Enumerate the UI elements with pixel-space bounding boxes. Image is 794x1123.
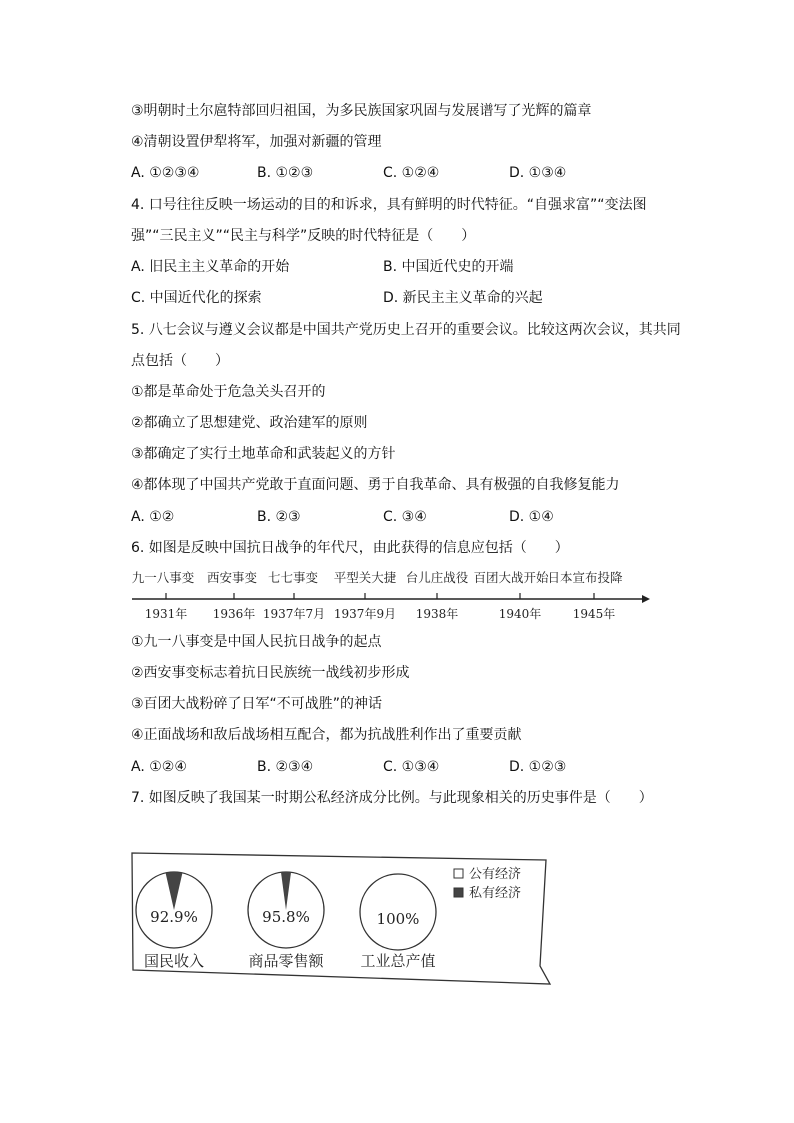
- timeline-year-label: 1940年: [498, 607, 542, 621]
- q3-option-d: D. ①③④: [509, 165, 567, 181]
- economy-pie-chart: [128, 848, 554, 988]
- pie-value-label: 100%: [376, 910, 420, 928]
- timeline-year-label: 1936年: [212, 607, 256, 621]
- timeline-event-label: 百团大战开始: [473, 570, 549, 585]
- timeline-event-label: 西安事变: [206, 570, 258, 585]
- q6-option-c: C. ①③④: [383, 759, 440, 775]
- timeline-arrow-icon: [642, 595, 650, 603]
- timeline-event-label: 九一八事变: [131, 570, 195, 585]
- q5-option-d: D. ①④: [509, 509, 554, 525]
- q6-option-d: D. ①②③: [509, 759, 567, 775]
- q6-option-a: A. ①②④: [131, 759, 187, 775]
- q3-option-b: B. ①②③: [257, 165, 314, 181]
- timeline-event-label: 日本宣布投降: [547, 570, 623, 585]
- q4-stem-line-2: 强”“三民主义”“民主与科学”反映的时代特征是（ ）: [131, 228, 476, 244]
- q5-stem-line-1: 5. 八七会议与遵义会议都是中国共产党历史上召开的重要会议。比较这两次会议，其共同: [131, 322, 681, 338]
- q4-option-b: B. 中国近代史的开端: [383, 259, 514, 275]
- q3-statement-4: ④清朝设置伊犁将军，加强对新疆的管理: [131, 134, 382, 150]
- pie-category-label: 商品零售额: [248, 952, 324, 970]
- legend-swatch-public: [454, 869, 463, 878]
- pie-category-label: 工业总产值: [360, 952, 436, 970]
- q5-stem-line-2: 点包括（ ）: [131, 353, 229, 369]
- q4-option-c: C. 中国近代化的探索: [131, 290, 262, 306]
- q5-statement-1: ①都是革命处于危急关头召开的: [131, 384, 326, 400]
- pie-value-label: 92.9%: [150, 908, 198, 926]
- q5-option-a: A. ①②: [131, 509, 175, 525]
- pie-category-label: 国民收入: [143, 952, 205, 970]
- war-timeline: [128, 562, 658, 630]
- q6-option-b: B. ②③④: [257, 759, 314, 775]
- timeline-year-label: 1937年9月: [333, 607, 397, 621]
- q5-statement-2: ②都确立了思想建党、政治建军的原则: [131, 415, 368, 431]
- q6-statement-4: ④正面战场和敌后战场相互配合，都为抗战胜利作出了重要贡献: [131, 727, 522, 743]
- q3-option-c: C. ①②④: [383, 165, 440, 181]
- legend-label-private: 私有经济: [469, 886, 522, 901]
- q4-option-d: D. 新民主主义革命的兴起: [383, 290, 543, 306]
- q4-stem-line-1: 4. 口号往往反映一场运动的目的和诉求，具有鲜明的时代特征。“自强求富”“变法图: [131, 197, 647, 213]
- q6-statement-1: ①九一八事变是中国人民抗日战争的起点: [131, 634, 382, 650]
- timeline-year-label: 1945年: [572, 607, 616, 621]
- q6-statement-3: ③百团大战粉碎了日军“不可战胜”的神话: [131, 696, 383, 712]
- q5-statement-3: ③都确定了实行土地革命和武装起义的方针: [131, 446, 396, 462]
- timeline-event-label: 平型关大捷: [333, 570, 397, 585]
- q7-stem: 7. 如图反映了我国某一时期公私经济成分比例。与此现象相关的历史事件是（ ）: [131, 790, 653, 806]
- pie-value-label: 95.8%: [262, 908, 310, 926]
- q5-statement-4: ④都体现了中国共产党敢于直面问题、勇于自我革命、具有极强的自我修复能力: [131, 477, 620, 493]
- timeline-year-label: 1937年7月: [262, 607, 326, 621]
- timeline-year-label: 1931年: [144, 607, 188, 621]
- legend-label-public: 公有经济: [469, 867, 522, 882]
- timeline-event-label: 七七事变: [267, 570, 319, 585]
- q5-option-b: B. ②③: [257, 509, 301, 525]
- q6-stem: 6. 如图是反映中国抗日战争的年代尺，由此获得的信息应包括（ ）: [131, 540, 569, 556]
- q4-option-a: A. 旧民主主义革命的开始: [131, 259, 290, 275]
- timeline-event-label: 台儿庄战役: [405, 570, 469, 585]
- q5-option-c: C. ③④: [383, 509, 427, 525]
- timeline-year-label: 1938年: [415, 607, 459, 621]
- q6-statement-2: ②西安事变标志着抗日民族统一战线初步形成: [131, 665, 410, 681]
- q3-option-a: A. ①②③④: [131, 165, 200, 181]
- legend-swatch-private: [454, 888, 463, 897]
- q3-statement-3: ③明朝时土尔扈特部回归祖国，为多民族国家巩固与发展谱写了光辉的篇章: [131, 103, 592, 119]
